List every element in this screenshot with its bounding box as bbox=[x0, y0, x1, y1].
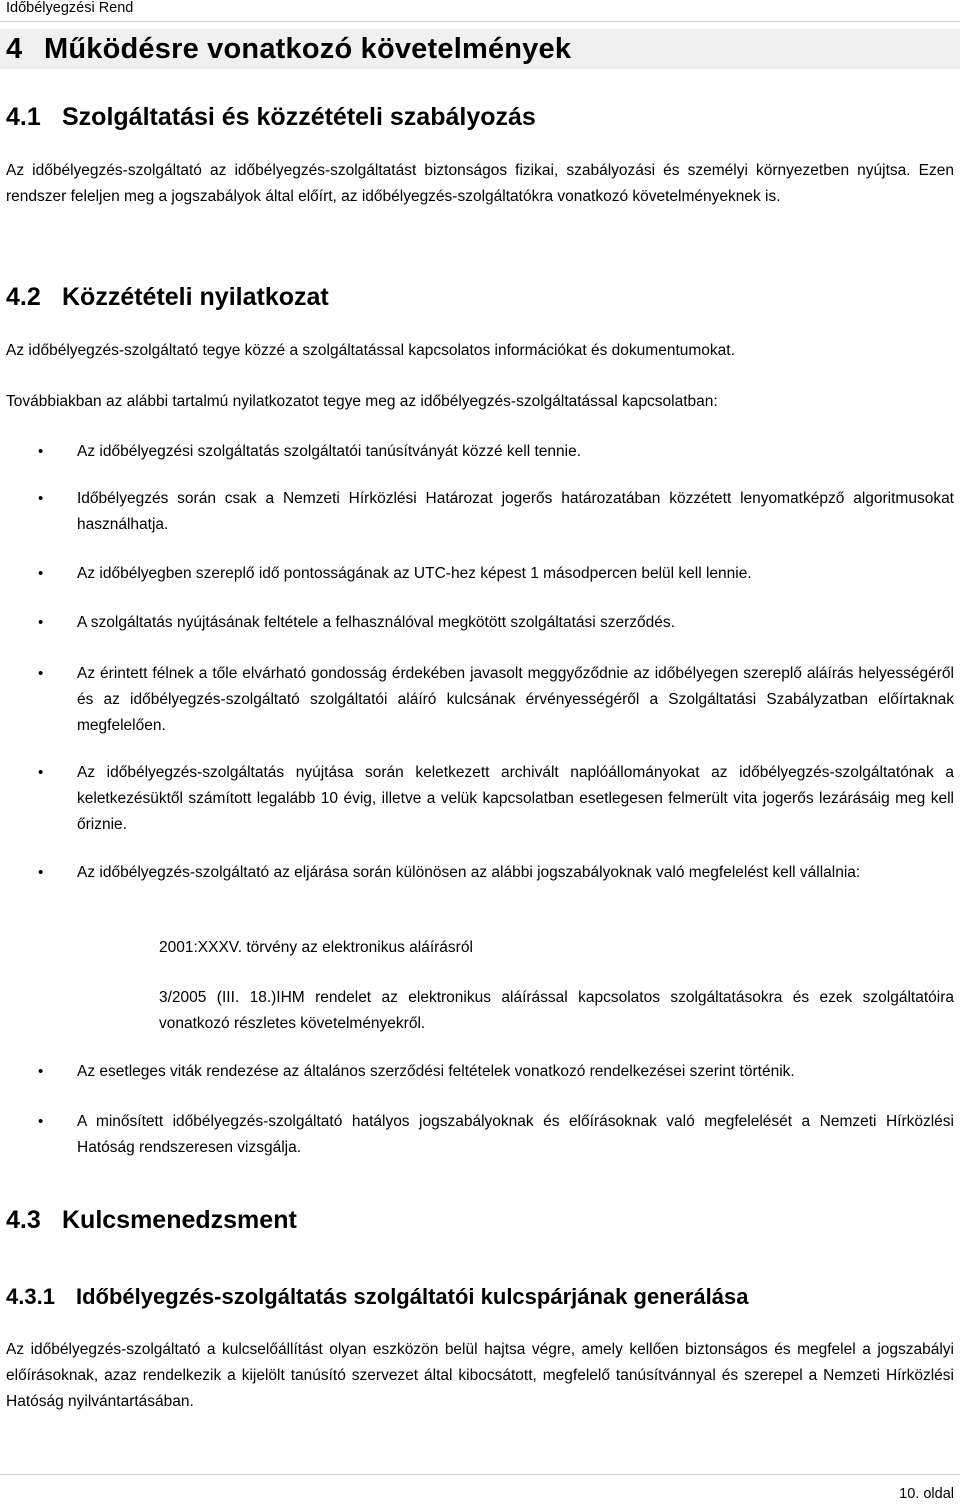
running-header: Időbélyegzési Rend bbox=[6, 0, 134, 16]
chapter-heading bbox=[6, 31, 571, 67]
section-title: Szolgáltatási és közzétételi szabályozás bbox=[62, 103, 536, 131]
bullet-marker: • bbox=[38, 1063, 44, 1080]
bullet-marker: • bbox=[38, 490, 44, 507]
chapter-number: 4 bbox=[6, 33, 23, 65]
bullet-item: Az esetleges viták rendezése az általános szerződési feltételek vonatkozó rendelkezései szerint történik. bbox=[77, 1063, 795, 1080]
section-number: 4.1 bbox=[6, 103, 41, 131]
bullet-marker: • bbox=[38, 1113, 44, 1130]
paragraph-4-2-intro: Az időbélyegzés-szolgáltató tegye közzé a szolgáltatással kapcsolatos információkat és dokumentumokat. bbox=[6, 342, 735, 359]
section-heading-4-1 bbox=[6, 102, 536, 132]
bullet-marker: • bbox=[38, 764, 44, 781]
header-divider bbox=[0, 21, 960, 22]
bullet-item: Időbélyegzés során csak a Nemzeti Hírközlési Határozat jogerős határozatában közzétett lenyomatképző algoritmusokat használhatja. bbox=[77, 490, 954, 533]
bullet-item: Az időbélyegzés-szolgáltató az eljárása során különösen az alábbi jogszabályoknak való megfelelést kell vállalnia: bbox=[77, 864, 861, 881]
bullet-item: Az érintett félnek a tőle elvárható gondosság érdekében javasolt meggyőződnie az időbélyegen szereplő aláírás helyességéről és az időbélyegzés-szolgáltató szolgáltatói aláíró kulcsának érvényességéről a Szolgáltatási Szabályzatban előírtaknak megfelelően. bbox=[77, 665, 954, 734]
paragraph-4-1: Az időbélyegzés-szolgáltató az időbélyegzés-szolgáltatást biztonságos fizikai, szabályozási és személyi környezetben nyújtsa. Ezen rendszer feleljen meg a jogszabályok által előírt, az időbélyegzés-szolgáltatókra vonatkozó követelményeknek is. bbox=[6, 162, 954, 205]
law-reference: 3/2005 (III. 18.)IHM rendelet az elektronikus aláírással kapcsolatos szolgáltatásokra és ezek szolgáltatóira vonatkozó részletes követelményekről. bbox=[159, 989, 954, 1032]
bullet-marker: • bbox=[38, 565, 44, 582]
section-title: Kulcsmenedzsment bbox=[62, 1206, 297, 1234]
footer-divider bbox=[0, 1474, 960, 1475]
subsection-number: 4.3.1 bbox=[6, 1284, 55, 1309]
bullet-item: Az időbélyegzési szolgáltatás szolgáltatói tanúsítványát közzé kell tennie. bbox=[77, 443, 582, 460]
subsection-heading-4-3-1 bbox=[6, 1283, 748, 1311]
page-number: 10. oldal bbox=[899, 1486, 954, 1502]
paragraph-4-2-statement: Továbbiakban az alábbi tartalmú nyilatkozatot tegye meg az időbélyegzés-szolgáltatással kapcsolatban: bbox=[6, 393, 718, 410]
section-title: Közzétételi nyilatkozat bbox=[62, 283, 329, 311]
subsection-title: Időbélyegzés-szolgáltatás szolgáltatói kulcspárjának generálása bbox=[76, 1284, 749, 1309]
bullet-item: A szolgáltatás nyújtásának feltétele a felhasználóval megkötött szolgáltatási szerződés. bbox=[77, 614, 675, 631]
bullet-marker: • bbox=[38, 864, 44, 881]
bullet-marker: • bbox=[38, 443, 44, 460]
section-number: 4.3 bbox=[6, 1206, 41, 1234]
section-number: 4.2 bbox=[6, 283, 41, 311]
section-heading-4-3 bbox=[6, 1205, 297, 1235]
bullet-item: Az időbélyegben szereplő idő pontosságának az UTC-hez képest 1 másodpercen belül kell lennie. bbox=[77, 565, 752, 582]
bullet-item: Az időbélyegzés-szolgáltatás nyújtása során keletkezett archivált naplóállományokat az időbélyegzés-szolgáltatónak a keletkezésüktől számított legalább 10 évig, illetve a velük kapcsolatban esetlegesen felmerült vita jogerős lezárásáig meg kell őriznie. bbox=[77, 764, 954, 833]
chapter-title: Működésre vonatkozó követelmények bbox=[44, 33, 572, 65]
section-heading-4-2 bbox=[6, 282, 329, 312]
bullet-item: A minősített időbélyegzés-szolgáltató hatályos jogszabályoknak és előírásoknak való megfelelését a Nemzeti Hírközlési Hatóság rendszeresen vizsgálja. bbox=[77, 1113, 954, 1156]
paragraph-4-3-1: Az időbélyegzés-szolgáltató a kulcselőállítást olyan eszközön belül hajtsa végre, amely kellően biztonságos és megfelel a jogszabályi előírásoknak, azaz rendelkezik a kijelölt tanúsító szervezet által kibocsátott, megfelelő tanúsítvánnyal és szerepel a Nemzeti Hírközlési Hatóság nyilvántartásában. bbox=[6, 1341, 954, 1410]
bullet-marker: • bbox=[38, 614, 44, 631]
bullet-marker: • bbox=[38, 665, 44, 682]
law-reference: 2001:XXXV. törvény az elektronikus aláírásról bbox=[159, 939, 473, 956]
